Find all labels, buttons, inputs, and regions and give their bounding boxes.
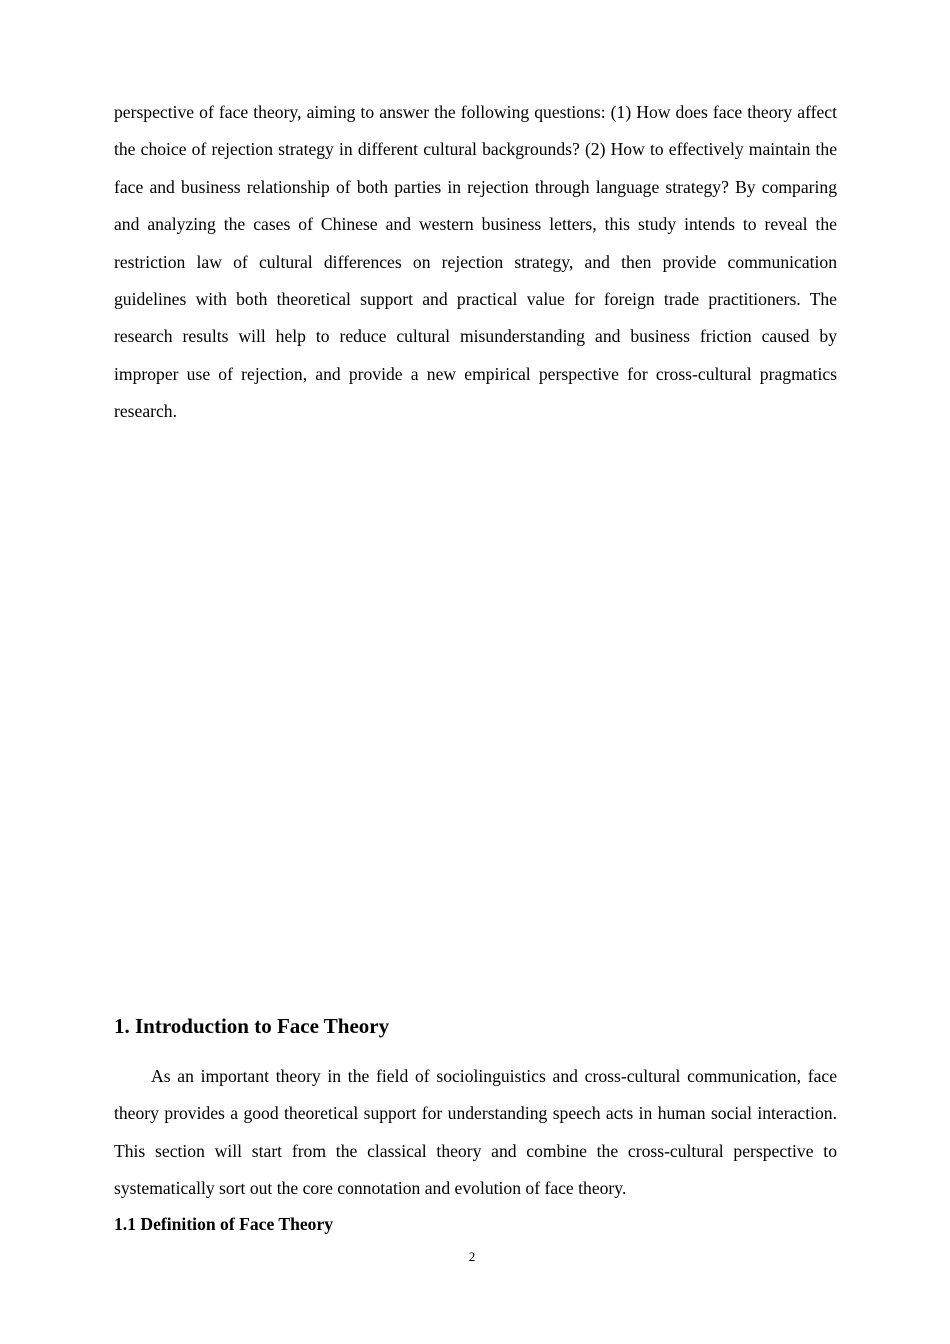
section-heading: 1. Introduction to Face Theory: [114, 1014, 390, 1038]
subsection-heading: 1.1 Definition of Face Theory: [114, 1214, 334, 1234]
section-intro-paragraph: As an important theory in the field of sociolinguistics and cross-cultural communication, face theory provides a good theoretical support for understanding speech acts in human social interaction. This section will start from the classical theory and combine the cross-cultural perspective to systematically sort out the core connotation and evolution of face theory.: [114, 1066, 837, 1199]
page-number: 2: [468, 1249, 476, 1264]
continuation-paragraph: perspective of face theory, aiming to answer the following questions: (1) How does face theory affect the choice of rejection strategy in different cultural backgrounds? (2) How to effectively maintain the face and business relationship of both parties in rejection through language strategy? By comparing and analyzing the cases of Chinese and western business letters, this study intends to reveal the restriction law of cultural differences on rejection strategy, and then provide communication guidelines with both theoretical support and practical value for foreign trade practitioners. The research results will help to reduce cultural misunderstanding and business friction caused by improper use of rejection, and provide a new empirical perspective for cross-cultural pragmatics research.: [114, 102, 837, 422]
